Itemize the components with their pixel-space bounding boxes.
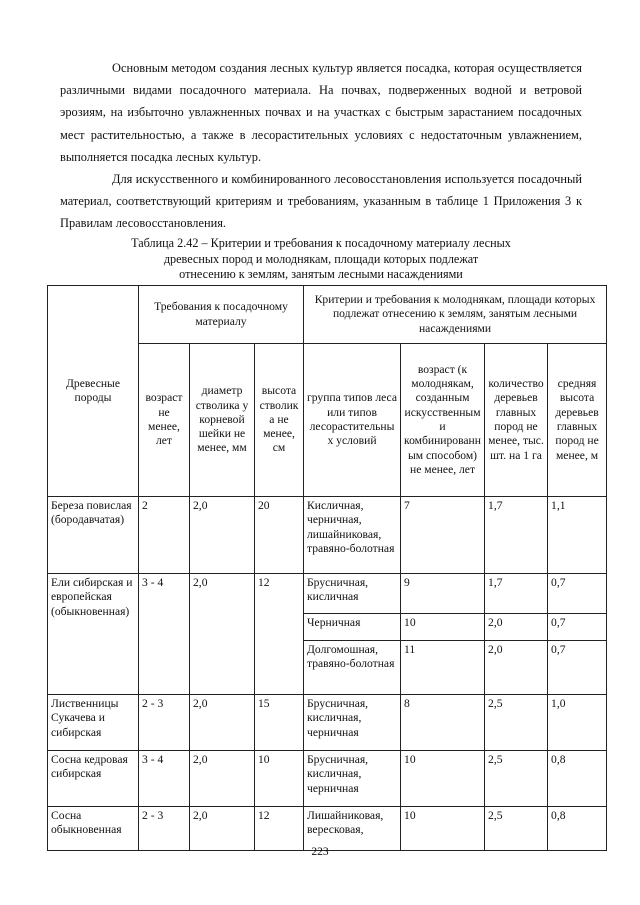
average-height-cell: 1,0 (548, 695, 607, 751)
young-age-cell: 10 (401, 807, 485, 851)
forest-type-cell: Брусничная, кисличная, черничная (304, 751, 401, 807)
header-height: высота стволика не менее, см (255, 344, 304, 497)
young-age-cell: 10 (401, 614, 485, 641)
forest-type-cell: Брусничная, кисличная, черничная (304, 695, 401, 751)
average-height-cell: 0,8 (548, 751, 607, 807)
age-cell: 3 - 4 (139, 751, 190, 807)
young-age-cell: 7 (401, 497, 485, 574)
diameter-cell: 2,0 (190, 574, 255, 695)
header-age: возраст не менее, лет (139, 344, 190, 497)
age-cell: 2 - 3 (139, 807, 190, 851)
age-cell: 2 - 3 (139, 695, 190, 751)
species-cell: Ели сибирская и европейская (обыкновенная) (48, 574, 139, 695)
species-cell: Лиственницы Сукачева и сибирская (48, 695, 139, 751)
header-forest-type: группа типов леса или типов лесорастительных условий (304, 344, 401, 497)
table-row (48, 497, 607, 574)
table-header-row (48, 286, 607, 344)
forest-type-cell: Брусничная, кисличная (304, 574, 401, 614)
forest-type-cell: Лишайниковая, вересковая, (304, 807, 401, 851)
header-average-height: средняя высота деревьев главных пород не менее, м (548, 344, 607, 497)
diameter-cell: 2,0 (190, 751, 255, 807)
table-row (48, 751, 607, 807)
paragraph-planting-material: Для искусственного и комбинированного лесовосстановления используется посадочный материал, соответствующий критериям и требованиям, указанным в таблице 1 Приложения 3 к Правилам лесовосстановления. (60, 172, 582, 231)
forest-type-cell: Долгомошная, травяно-болотная (304, 641, 401, 695)
average-height-cell: 0,7 (548, 641, 607, 695)
tree-count-cell: 2,0 (485, 641, 548, 695)
table-caption (60, 236, 582, 283)
criteria-table (47, 285, 607, 851)
young-age-cell: 8 (401, 695, 485, 751)
average-height-cell: 1,1 (548, 497, 607, 574)
age-cell: 2 (139, 497, 190, 574)
average-height-cell: 0,7 (548, 614, 607, 641)
average-height-cell: 0,7 (548, 574, 607, 614)
tree-count-cell: 1,7 (485, 497, 548, 574)
tree-count-cell: 2,0 (485, 614, 548, 641)
height-cell: 12 (255, 807, 304, 851)
tree-count-cell: 2,5 (485, 751, 548, 807)
average-height-cell: 0,8 (548, 807, 607, 851)
header-species: Древесные породы (48, 286, 139, 497)
tree-count-cell: 2,5 (485, 807, 548, 851)
height-cell: 20 (255, 497, 304, 574)
age-cell: 3 - 4 (139, 574, 190, 695)
table-row (48, 574, 607, 614)
species-cell: Береза повислая (бородавчатая) (48, 497, 139, 574)
young-age-cell: 11 (401, 641, 485, 695)
forest-type-cell: Черничная (304, 614, 401, 641)
species-cell: Сосна обыкновенная (48, 807, 139, 851)
species-cell: Сосна кедровая сибирская (48, 751, 139, 807)
table-row (48, 807, 607, 851)
caption-line: отнесению к землям, занятым лесными насаждениями (179, 267, 463, 281)
tree-count-cell: 2,5 (485, 695, 548, 751)
page-number: 223 (311, 846, 329, 858)
height-cell: 10 (255, 751, 304, 807)
diameter-cell: 2,0 (190, 695, 255, 751)
header-diameter: диаметр стволика у корневой шейки не менее, мм (190, 344, 255, 497)
header-planting-requirements: Требования к посадочному материалу (139, 286, 304, 344)
height-cell: 15 (255, 695, 304, 751)
height-cell: 12 (255, 574, 304, 695)
header-young-stand-criteria: Критерии и требования к молоднякам, площади которых подлежат отнесению к землям, занятым лесными насаждениями (304, 286, 607, 344)
tree-count-cell: 1,7 (485, 574, 548, 614)
forest-type-cell: Кисличная, черничная, лишайниковая, травяно-болотная (304, 497, 401, 574)
table-row (48, 695, 607, 751)
diameter-cell: 2,0 (190, 807, 255, 851)
diameter-cell: 2,0 (190, 497, 255, 574)
caption-line: Таблица 2.42 – Критерии и требования к посадочному материалу лесных (131, 236, 511, 250)
header-tree-count: количество деревьев главных пород не менее, тыс. шт. на 1 га (485, 344, 548, 497)
young-age-cell: 9 (401, 574, 485, 614)
paragraph-planting-methods: Основным методом создания лесных культур является посадка, которая осуществляется различными видами посадочного материала. На почвах, подверженных водной и ветровой эрозиям, на избыточно увлажненных почвах и на участках с быстрым зарастанием посадочных мест растительностью, а также в лесорастительных условиях с недостаточным увлажнением, выполняется посадка лесных культур. (60, 61, 582, 164)
header-young-age: возраст (к молоднякам, созданным искусственным и комбинированным способом) не менее, лет (401, 344, 485, 497)
young-age-cell: 10 (401, 751, 485, 807)
caption-line: древесных пород и молоднякам, площади которых подлежат (163, 251, 479, 266)
